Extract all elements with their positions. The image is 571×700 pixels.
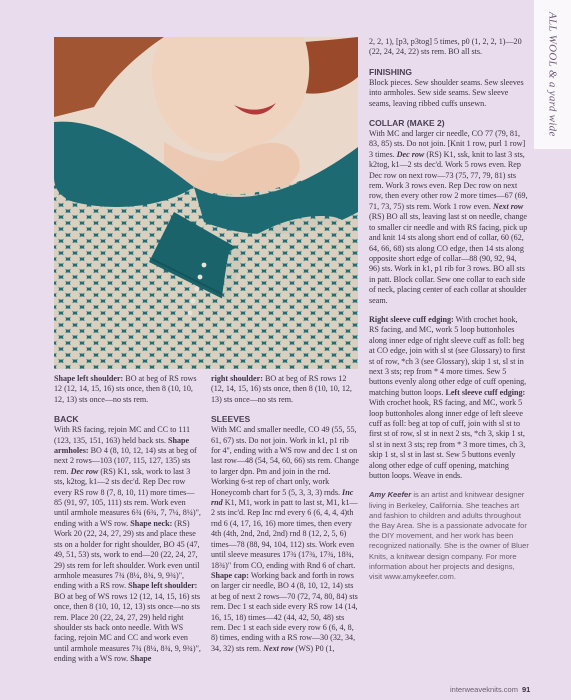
collar-text-c: (RS) BO all sts, leaving last st on needle, change to smaller cir needle and with RS facing, pick up and knit 14 sts along short end of collar, 60 (62, 64, 66, 68) sts along CO edge, then 14 sts along opposite short edge of collar—88 (90, 92, 94, 96) sts. Work in k1, p1 rib for 3 rows. BO all sts in patt. Block collar. Sew one collar to each side of neck, placing center of each collar at shoulder seam. — [369, 212, 528, 305]
back-text — [54, 425, 202, 664]
back-text-a: With RS facing, rejoin MC and CC to 111 (123, 135, 151, 163) held back sts. — [54, 425, 190, 445]
armholes-label: Shape armholes: — [54, 435, 190, 456]
right-shoulder-label: right shoulder: — [211, 374, 263, 383]
left-cuff-text: With crochet hook, RS facing, and MC, work 5 loop buttonholes along inner edge of left sleeve cuff as foll: beg at top of cuff, join with sl st to first st of row, sl st in next 2 sts, *ch 3, skip 1 st, sl st in next 3 sts; rep from * 3 more times, ch 3, skip 1 st, sl st in last st. Sew 5 buttons evenly along other edge of cuff opening, matching button loops. Weave in ends. — [369, 398, 526, 481]
left-shoulder-text — [54, 374, 202, 405]
back-text-e: BO at beg of WS rows 12 (12, 14, 15, 16) sts once, then 8 (10, 10, 12, 13) sts once—no sts rem. Place 20 (22, 24, 27, 29) held right shoulder sts back onto needle. With WS facing, rejoin MC and CC and work even until armhole measures 7¾ (8¼, 8¾, 9, 9¾)", ending with a WS row. — [54, 591, 201, 664]
sleeves-next-label: Next row — [263, 643, 294, 653]
left-shoulder-label: Shape left shoulder: — [54, 374, 124, 383]
right-cuff-text: With crochet hook, RS facing, and MC, work 5 loop buttonholes along inner edge of right sleeve cuff as foll: beg at CO edge, join with sl st (see Glossary) to first st of row, *ch 3 (see Glossary), skip 1 st, sl st in next 3 sts; rep from * 4 more times. Sew 5 buttons evenly along other edge of cuff opening, matching button loops. — [369, 314, 527, 397]
right-shoulder-body: BO at beg of RS rows 12 (12, 14, 15, 16) sts once, then 8 (10, 10, 12, 13) sts once—no sts rem. — [211, 374, 352, 404]
sleeves-text-b: K1, M1, work in patt to last st, M1, k1—2 sts inc'd. Rep Inc rnd every 6 (6, 4, 4, 4)th rnd 6 (4, 17, 16, 16) more times, then every 4th (4th, 2nd, 2nd, 2nd) rnd 8 (12, 2, 5, 6) times—78 (88, 94, 104, 112) sts. Work even until sleeve measures 17¾ (17¾, 17¾, 18¾, 18¾)" from CO, ending with Rnd 6 of chart. — [211, 498, 358, 570]
shape-label: Shape — [130, 654, 152, 664]
cuff-edging-text — [369, 315, 529, 482]
page-footer — [450, 685, 530, 694]
collar-text-b: (RS) K1, ssk, knit to last 3 sts, k2tog, k1—2 sts dec'd. Work 5 rows even. Rep Dec row on next row—73 (75, 77, 79, 81) sts rem. Work 3 rows even. Rep Dec row on next row, then every other row 2 more times—67 (69, 71, 73, 75) sts rem. Work 1 row even. — [369, 149, 528, 211]
back-text-b: BO 4 (8, 10, 12, 14) sts at beg of next 2 rows—103 (107, 115, 127, 135) sts rem. — [54, 446, 197, 476]
sleeves-text-a: With MC and smaller needle, CO 49 (55, 55, 61, 67) sts. Do not join. Work in k1, p1 rib for 4", ending with a WS row and dec 1 st on last row—48 (54, 54, 60, 66) sts rem. Change to larger dpn. Pm and join in the rnd. Working 6-st rep of chart only, work Honeycomb chart for 5 (5, 3, 3, 3) rnds. — [211, 425, 359, 497]
right-shoulder-text — [211, 374, 359, 405]
section-tab-label: ALL WOOL & a yard wide — [546, 12, 559, 137]
page-number: 91 — [521, 685, 531, 694]
left-cuff-label: Left sleeve cuff edging: — [445, 387, 526, 397]
section-tab — [534, 0, 571, 149]
finishing-text: Block pieces. Sew shoulder seams. Sew sleeves into armholes. Sew side seams. Sew sleeve seams, leaving ribbed cuffs unsewn. — [369, 77, 524, 108]
sleeve-cap-continued: 2, 2, 1), [p3, p3tog] 5 times, p0 (1, 2, 2, 1)—20 (22, 24, 24, 22) sts rem. BO all sts. — [369, 37, 522, 57]
left-column — [54, 374, 202, 665]
sleeves-text-d: (WS) P0 (1, — [293, 643, 335, 653]
middle-column — [211, 374, 359, 654]
collar-dec-label: Dec row — [396, 149, 425, 159]
neck-label: Shape neck: — [130, 518, 173, 528]
collar-next-label: Next row — [492, 201, 524, 211]
right-column — [369, 37, 529, 582]
shape-cap-label: Shape cap: — [211, 570, 250, 580]
model-sweater-illustration — [54, 37, 358, 369]
sleeves-text-c: Working back and forth in rows on larger cir needle, BO 4 (8, 10, 12, 14) sts at beg of next 2 rows—70 (72, 74, 80, 84) sts rem. Dec 1 st each side every RS row 14 (14, 16, 15, 18) times—42 (44, 42, 50, 48) sts rem. Dec 1 st each side every row 6 (6, 4, 8, 8) times, ending with a RS row—30 (32, 34, 34, 32) sts rem. — [211, 570, 358, 653]
back-left-shoulder-label: Shape left shoulder: — [128, 581, 198, 591]
collar-text — [369, 129, 529, 306]
left-shoulder-body: BO at beg of RS rows 12 (12, 14, 15, 16) sts once, then 8 (10, 10, 12, 13) sts once—no sts rem. — [54, 374, 197, 404]
collar-text-a: With MC and larger cir needle, CO 77 (79, 81, 83, 85) sts. Do not join. [Knit 1 row, purl 1 row] 3 times. — [369, 129, 526, 159]
collar-heading: COLLAR (MAKE 2) — [369, 118, 445, 129]
designer-name: Amy Keefer — [369, 490, 412, 500]
right-cuff-label: Right sleeve cuff edging: — [369, 314, 454, 324]
designer-bio — [369, 490, 529, 582]
finishing-heading: FINISHING — [369, 66, 412, 77]
designer-bio-text: is an artist and knitwear designer living in Berkeley, California. She teaches art and fashion to children and adults throughout the Bay Area. She is a passionate advocate for the DIY movement, and her work has been recognized nationally. She is the owner of Bluer Knits, a knitwear design company. For more information about her projects and designs, visit www.amykeefer.com. — [369, 490, 529, 582]
garment-photo — [54, 37, 358, 369]
back-text-d: (RS) Work 20 (22, 24, 27, 29) sts and place these sts on a holder for right shoulder, BO 45 (47, 49, 51, 53) sts, work to end—20 (22, 24, 27, 29) sts rem for left shoulder. Work even until armhole measures 7¾ (8¼, 8¾, 9, 9¾)", ending with a RS row. — [54, 518, 200, 591]
sleeves-text — [211, 425, 359, 654]
back-heading: BACK — [54, 414, 79, 425]
sleeves-heading: SLEEVES — [211, 414, 251, 425]
inc-rnd-label: Inc rnd — [211, 487, 354, 508]
footer-site: interweaveknits.com — [450, 685, 518, 694]
back-dec-label: Dec row — [70, 466, 99, 476]
back-text-c: (RS) K1, ssk, work to last 3 sts, k2tog, k1—2 sts dec'd. Rep Dec row every RS row 8 (7, 8, 10, 11) more times—85 (91, 97, 105, 111) sts rem. Work even until armhole measures 6¾ (6¾, 7, 7¼, 8¼)", ending with a WS row. — [54, 466, 201, 528]
